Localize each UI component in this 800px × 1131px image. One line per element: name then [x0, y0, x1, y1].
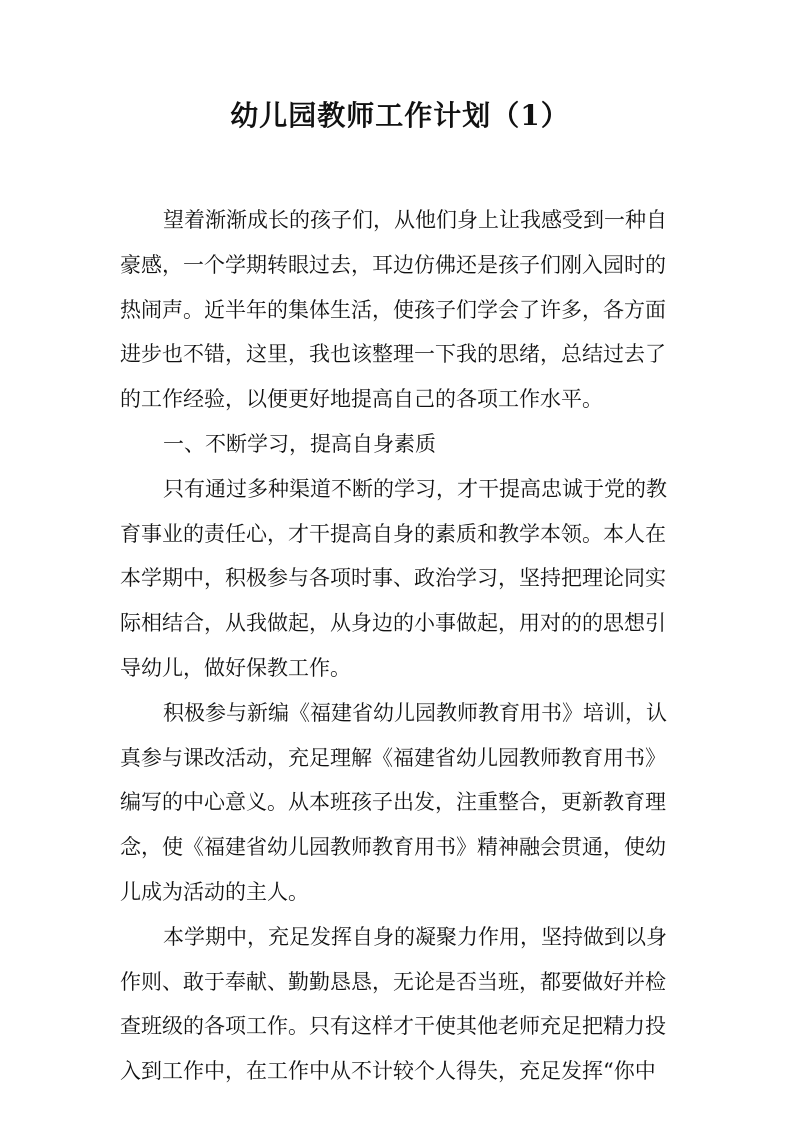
paragraph-2-line-3: 本学期中，积极参与各项时事、政治学习，坚持把理论同实	[120, 566, 666, 591]
paragraph-1-line-4: 进步也不错，这里，我也该整理一下我的思绪，总结过去了	[120, 342, 666, 367]
paragraph-3-line-2: 真参与课改活动，充足理解《福建省幼儿园教师教育用书》	[120, 745, 666, 770]
paragraph-2-line-4: 际相结合，从我做起，从身边的小事做起，用对的的思想引	[120, 611, 666, 636]
paragraph-2-line-5: 导幼儿，做好保教工作。	[120, 655, 351, 680]
paragraph-3-line-5: 儿成为活动的主人。	[120, 879, 309, 904]
paragraph-2-line-1: 只有通过多种渠道不断的学习，才干提高忠诚于党的教	[163, 476, 667, 501]
paragraph-3-line-4: 念，使《福建省幼儿园教师教育用书》精神融会贯通，使幼	[120, 835, 666, 860]
paragraph-1-line-1: 望着渐渐成长的孩子们，从他们身上让我感受到一种自	[163, 208, 667, 232]
paragraph-3-line-3: 编写的中心意义。从本班孩子出发，注重整合，更新教育理	[120, 790, 666, 815]
document-body	[120, 198, 684, 1094]
paragraph-1-line-3: 热闹声。近半年的集体生活，使孩子们学会了许多，各方面	[120, 297, 666, 322]
paragraph-4-line-2: 作则、敢于奉献、勤勤恳恳，无论是否当班，都要做好并检	[120, 969, 666, 994]
document-title: 幼儿园教师工作计划（1）	[230, 99, 570, 132]
paragraph-3-line-1: 积极参与新编《福建省幼儿园教师教育用书》培训，认	[163, 700, 667, 725]
paragraph-4-line-4: 入到工作中，在工作中从不计较个人得失，充足发挥“你中	[120, 1059, 656, 1084]
paragraph-1-line-2: 豪感，一个学期转眼过去，耳边仿佛还是孩子们刚入园时的	[120, 252, 666, 277]
paragraph-4-line-1: 本学期中，充足发挥自身的凝聚力作用，坚持做到以身	[163, 924, 667, 949]
paragraph-1-line-5: 的工作经验，以便更好地提高自己的各项工作水平。	[120, 387, 603, 412]
paragraph-4-line-3: 查班级的各项工作。只有这样才干使其他老师充足把精力投	[120, 1014, 666, 1039]
paragraph-2-line-2: 育事业的责任心，才干提高自身的素质和教学本领。本人在	[120, 521, 666, 546]
section-heading-1: 一、不断学习，提高自身素质	[163, 431, 436, 456]
